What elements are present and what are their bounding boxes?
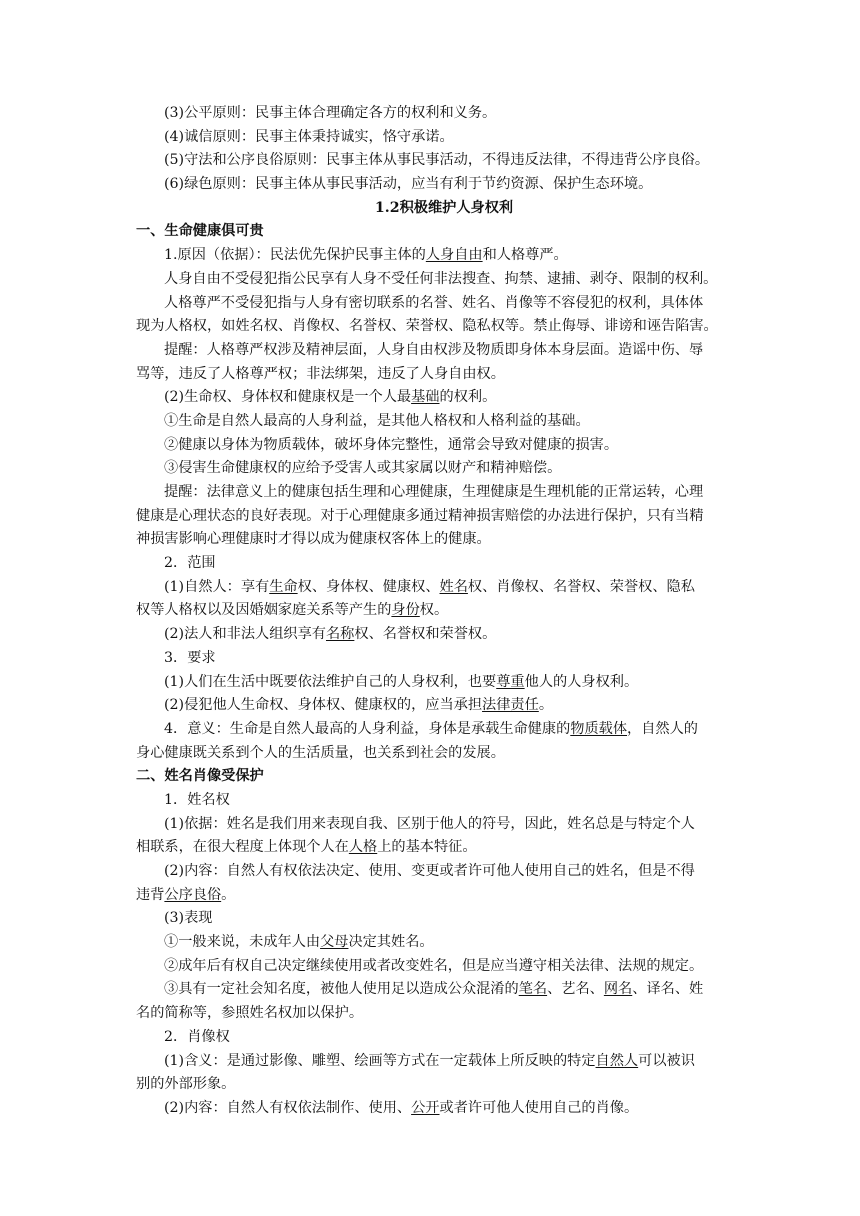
text-line: 人格尊严不受侵犯指与人身有密切联系的名誉、姓名、肖像等不容侵犯的权利，具体体 [164,294,704,311]
text-line: (4)诚信原则：民事主体秉持诚实，恪守承诺。 [164,128,454,145]
text-line: ③具有一定社会知名度，被他人使用足以造成公众混淆的笔名、艺名、网名、译名、姓 [164,981,704,998]
heading: 一、生命健康俱可贵 [136,223,264,240]
text-line: ②健康以身体为物质载体，破坏身体完整性，通常会导致对健康的损害。 [164,436,619,453]
text-line: 骂等，违反了人格尊严权；非法绑架，违反了人身自由权。 [136,365,505,382]
underlined-term: 笔名 [518,981,548,998]
underlined-term: 名称 [325,626,355,643]
text-line: (2)内容：自然人有权依法决定、使用、变更或者许可他人使用自己的姓名，但是不得 [164,863,695,879]
text-line: 人身自由不受侵犯指公民享有人身不受任何非法搜查、拘禁、逮捕、剥夺、限制的权利。 [164,270,718,287]
text-line: (2)内容：自然人有权依法制作、使用、公开或者许可他人使用自己的肖像。 [164,1099,639,1116]
text-line: (2)生命权、身体权和健康权是一个人最基础的权利。 [164,389,497,406]
underlined-term: 公序良俗 [164,886,222,903]
underlined-term: 尊重 [496,673,525,690]
text-line: ③侵害生命健康权的应给予受害人或其家属以财产和精神赔偿。 [164,460,562,477]
underlined-term: 公开 [411,1099,440,1116]
text-line: 别的外部形象。 [136,1076,236,1093]
underlined-term: 网名 [603,981,633,998]
underlined-term: 自然人 [595,1052,639,1069]
text-line: ②成年后有权自己决定继续使用或者改变姓名，但是应当遵守相关法律、法规的规定。 [164,957,704,974]
text-line: 相联系，在很大程度上体现个人在人格上的基本特征。 [136,839,477,856]
text-line: 现为人格权，如姓名权、肖像权、名誉权、荣誉权、隐私权等。禁止侮辱、诽谤和诬告陷害。 [136,318,718,335]
underlined-term: 人身自由 [425,247,483,264]
underlined-term: 基础 [411,389,440,406]
underlined-term: 法律责任 [482,697,539,714]
text-line: (5)守法和公序良俗原则：民事主体从事民事活动，不得违反法律，不得违背公序良俗。 [164,152,710,169]
text-line: (1)依据：姓名是我们用来表现自我、区别于他人的符号，因此，姓名总是与特定个人 [164,815,695,832]
text-line: ①生命是自然人最高的人身利益，是其他人格权和人格利益的基础。 [164,412,590,429]
text-line: 1.原因（依据）：民法优先保护民事主体的人身自由和人格尊严。 [164,247,568,264]
underlined-term: 姓名 [439,578,468,595]
underlined-term: 父母 [320,934,349,951]
text-line: 健康是心理状态的良好表现。对于心理健康多通过精神损害赔偿的办法进行保护，只有当精 [136,507,704,524]
text-line: ①一般来说，未成年人由父母决定其姓名。 [164,934,434,951]
text-line: (3)表现 [164,910,213,927]
text-line: 2．肖像权 [164,1028,230,1045]
text-line: 3．要求 [164,649,216,666]
text-line: 1．姓名权 [164,791,230,808]
text-line: (2)法人和非法人组织享有名称权、名誉权和荣誉权。 [164,626,497,643]
text-line: 2．范围 [164,555,216,572]
underlined-term: 生命 [269,578,298,595]
text-line: 神损害影响心理健康时才得以成为健康权客体上的健康。 [136,531,491,548]
text-line: 身心健康既关系到个人的生活质量，也关系到社会的发展。 [136,744,505,761]
text-line: 违背公序良俗。 [136,886,236,903]
text-line: 4．意义：生命是自然人最高的人身利益，身体是承载生命健康的物质载体，自然人的 [164,720,698,737]
text-line: (2)侵犯他人生命权、身体权、健康权的，应当承担法律责任。 [164,697,554,714]
text-line: 权等人格权以及因婚姻家庭关系等产生的身份权。 [136,602,449,619]
text-line: (6)绿色原则：民事主体从事民事活动，应当有利于节约资源、保护生态环境。 [164,176,653,193]
underlined-term: 物质载体 [570,720,628,737]
text-line: 名的简称等，参照姓名权加以保护。 [136,1005,364,1022]
text-line: (3)公平原则：民事主体合理确定各方的权利和义务。 [164,105,497,121]
text-line: (1)含义：是通过影像、雕塑、绘画等方式在一定载体上所反映的特定自然人可以被识 [164,1052,695,1069]
text-line: 提醒：人格尊严权涉及精神层面，人身自由权涉及物质即身体本身层面。造谣中伤、辱 [164,341,704,358]
underlined-term: 人格 [348,839,378,856]
underlined-term: 身份 [391,602,420,619]
document-body [136,102,732,1121]
text-line: (1)人们在生活中既要依法维护自己的人身权利，也要尊重他人的人身权利。 [164,673,639,690]
text-line: (1)自然人：享有生命权、身体权、健康权、姓名权、肖像权、名誉权、荣誉权、隐私 [164,578,695,595]
section-title: 1.2积极维护人身权利 [374,199,514,216]
heading: 二、姓名肖像受保护 [136,768,264,785]
text-line: 提醒：法律意义上的健康包括生理和心理健康，生理健康是生理机能的正常运转，心理 [164,484,704,500]
